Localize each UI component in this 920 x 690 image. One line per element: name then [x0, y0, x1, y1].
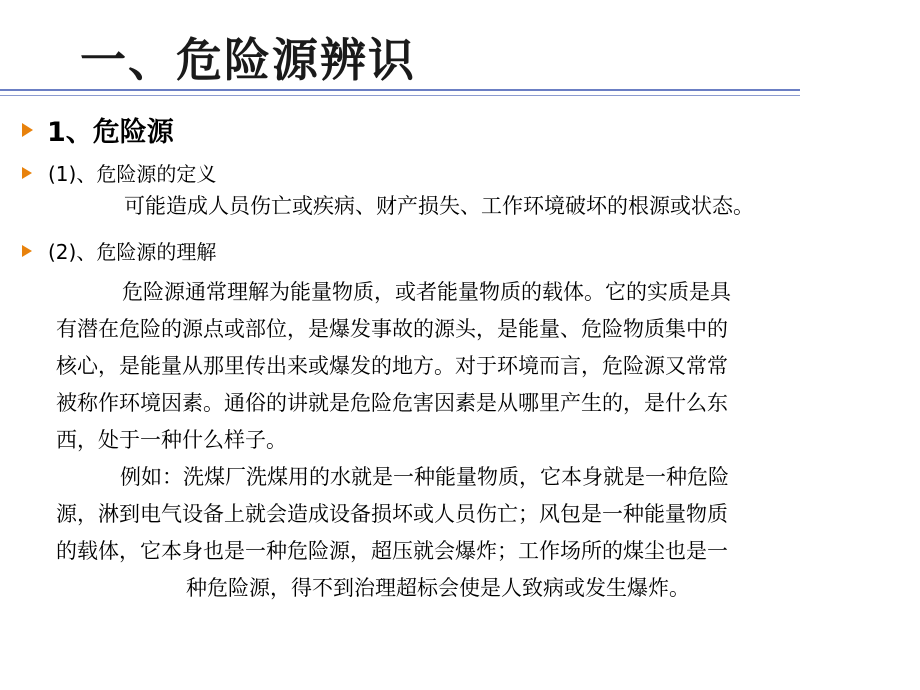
understanding-heading-row: [22, 236, 216, 265]
paragraph-line: 核心，是能量从那里传出来或爆发的地方。对于环境而言，危险源又常常: [56, 354, 728, 378]
paragraph-line: 西，处于一种什么样子。: [56, 428, 287, 452]
definition-heading-row: [22, 158, 216, 187]
paragraph-line: 的载体，它本身也是一种危险源，超压就会爆炸；工作场所的煤尘也是一: [56, 539, 728, 563]
paragraph-line: 被称作环境因素。通俗的讲就是危险危害因素是从哪里产生的，是什么东: [56, 391, 728, 415]
paragraph-line: 种危险源，得不到治理超标会使是人致病或发生爆炸。: [186, 576, 690, 600]
section-heading: 1、危险源: [47, 117, 174, 148]
paragraph-line: 有潜在危险的源点或部位，是爆发事故的源头，是能量、危险物质集中的: [56, 317, 728, 341]
paragraph-line: 源，淋到电气设备上就会造成设备损坏或人员伤亡；风包是一种能量物质: [56, 502, 728, 526]
definition-heading: (1)、危险源的定义: [48, 162, 217, 186]
arrow-bullet-icon: [22, 123, 33, 137]
understanding-heading: (2)、危险源的理解: [48, 240, 217, 264]
paragraph-line: 例如：洗煤厂洗煤用的水就是一种能量物质，它本身就是一种危险: [120, 465, 729, 489]
arrow-bullet-icon: [22, 167, 32, 179]
arrow-bullet-icon: [22, 245, 32, 257]
paragraph-line: 危险源通常理解为能量物质，或者能量物质的载体。它的实质是具: [122, 280, 731, 304]
slide-title: 一、危险源辨识: [80, 33, 416, 87]
definition-text: 可能造成人员伤亡或疾病、财产损失、工作环境破坏的根源或状态。: [124, 194, 754, 218]
title-divider: [0, 89, 800, 96]
section-heading-row: [22, 110, 174, 149]
